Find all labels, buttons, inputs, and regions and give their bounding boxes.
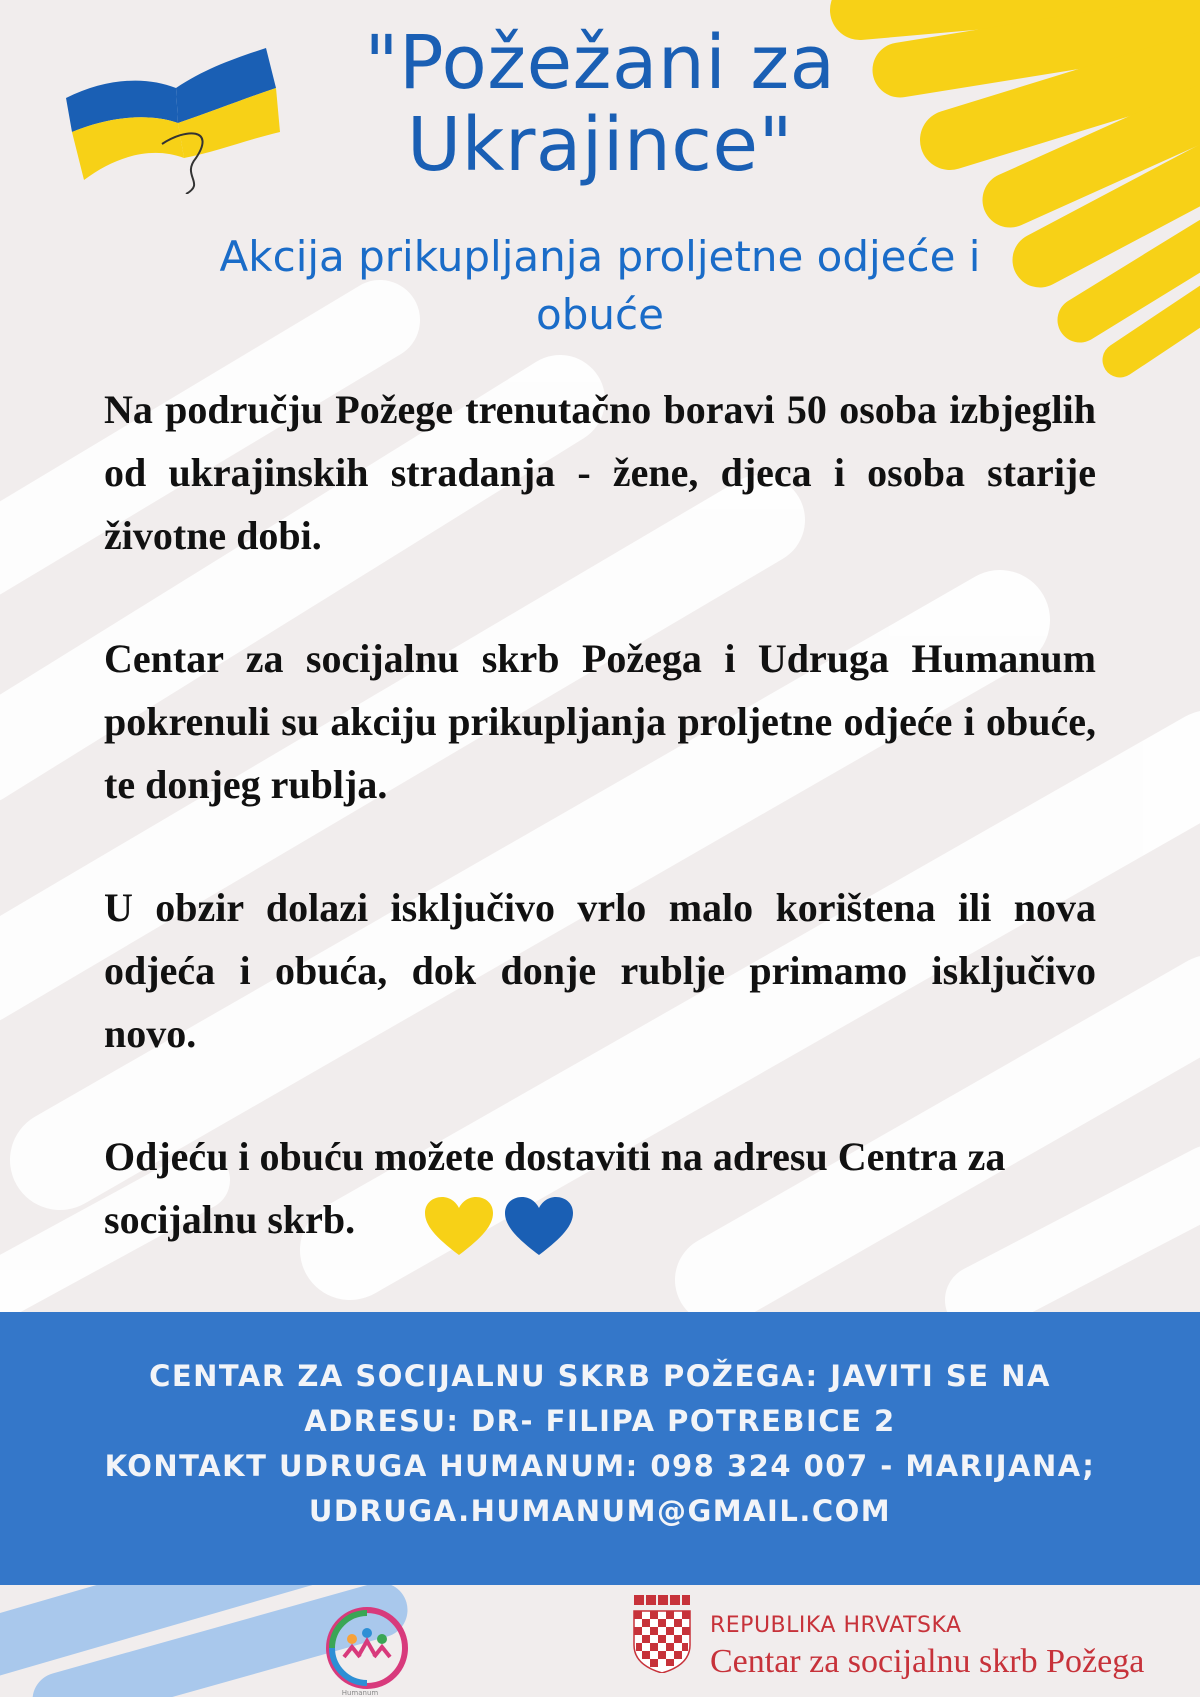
org-country: REPUBLIKA HRVATSKA [710, 1613, 962, 1638]
page-title [300, 22, 900, 186]
humanum-logo-icon [322, 1605, 412, 1691]
contact-info [60, 1354, 1140, 1534]
delivery-text: Odjeću i obuću možete dostaviti na adresu Centra za socijalnu skrb. [104, 1134, 1006, 1242]
contact-line-1: CENTAR ZA SOCIJALNU SKRB POŽEGA: JAVITI SE NA [149, 1359, 1051, 1393]
paragraph-refugees: Na području Požege trenutačno boravi 50 osoba izbjeglih od ukrajinskih stradanja - žene, djeca i osoba starije životne dobi. [104, 387, 1096, 558]
paragraph-delivery [104, 1125, 1096, 1257]
paragraph-campaign: Centar za socijalnu skrb Požega i Udruga Humanum pokrenuli su akciju prikupljanja proljetne odjeće i obuće, te donjeg rublja. [104, 636, 1096, 807]
contact-band [0, 1312, 1200, 1585]
blue-heart-icon [505, 1197, 573, 1257]
ukraine-flag-icon [66, 48, 282, 194]
org-name: Centar za socijalnu skrb Požega [710, 1643, 1145, 1680]
subtitle-line-2: obuće [536, 290, 664, 339]
hearts [425, 1191, 585, 1257]
contact-line-3: KONTAKT UDRUGA HUMANUM: 098 324 007 - MARIJANA; [104, 1449, 1096, 1483]
subtitle-line-1: Akcija prikupljanja proljetne odjeće i [219, 232, 981, 281]
paragraph-conditions: U obzir dolazi isključivo vrlo malo korištena ili nova odjeća i obuća, dok donje rublje primamo isključivo novo. [104, 885, 1096, 1056]
yellow-heart-icon [425, 1197, 493, 1257]
croatian-coat-of-arms-icon [632, 1595, 692, 1673]
footer [0, 1585, 1200, 1697]
title-line-1: "Požežani za [364, 20, 836, 106]
title-line-2: Ukrajince" [406, 102, 794, 188]
contact-line-2: ADRESU: DR- FILIPA POTREBICE 2 [304, 1404, 896, 1438]
contact-email: UDRUGA.HUMANUM@GMAIL.COM [308, 1494, 892, 1528]
humanum-logo-text: Humanum [341, 1689, 379, 1697]
body-text [104, 378, 1096, 1317]
page-subtitle [130, 228, 1070, 344]
